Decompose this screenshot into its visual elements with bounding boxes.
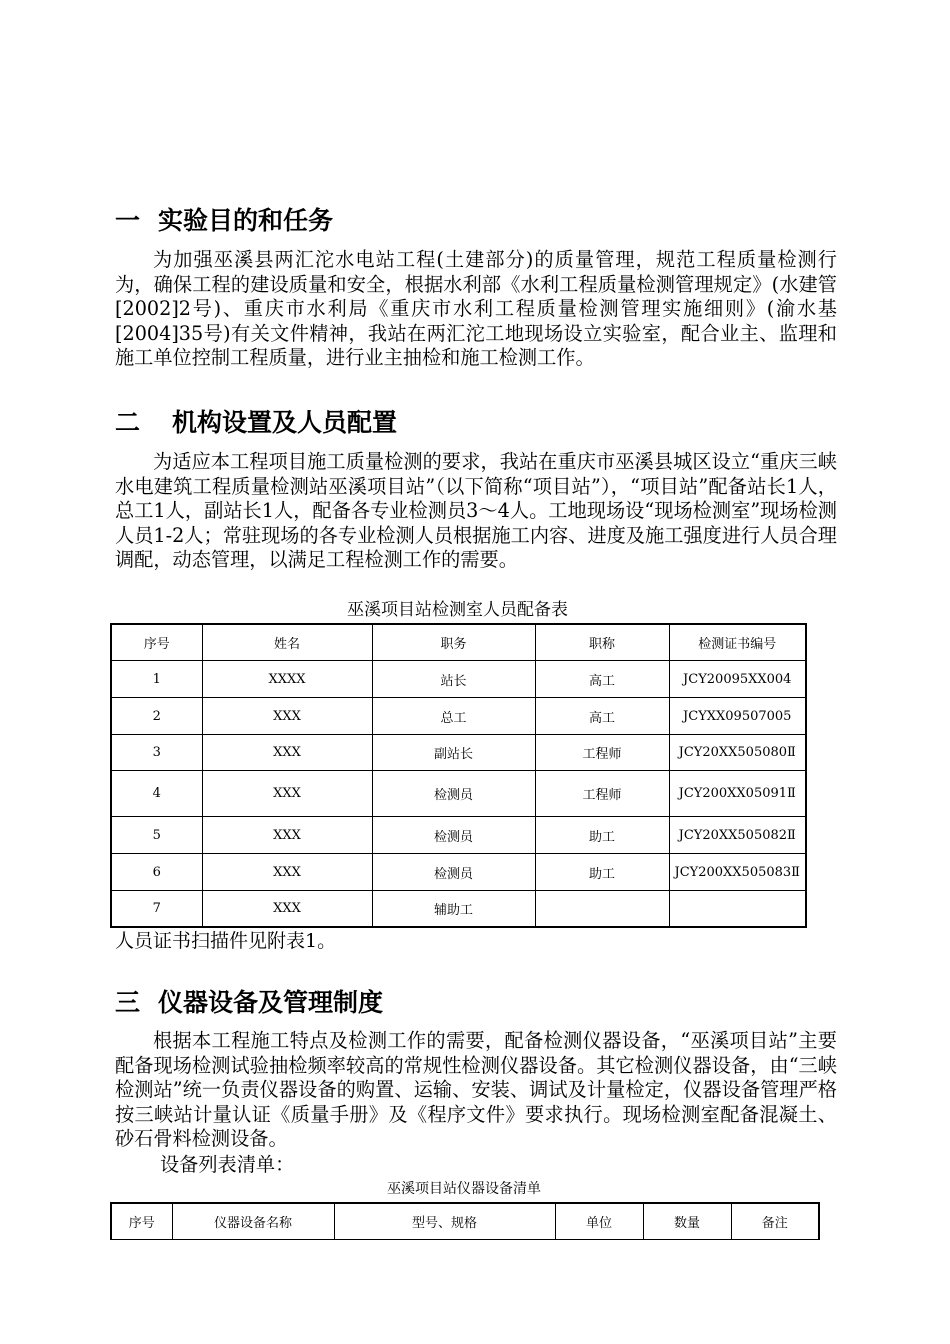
section3-number: 三 [115,988,141,1017]
table-cell: 7 [111,891,202,927]
section2-title: 机构设置及人员配置 [172,408,398,437]
section1-heading [115,206,333,236]
equipment-table-caption: 巫溪项目站仪器设备清单 [387,1181,541,1197]
table-cell: 副站长 [372,735,535,771]
table-header-cell: 检测证书编号 [669,624,806,661]
table-cell: JCY20XX505082Ⅱ [669,817,806,854]
table-cell: 4 [111,771,202,817]
section2-number: 二 [115,408,141,437]
table-cell: 站长 [372,661,535,698]
table-cell: 工程师 [535,771,669,817]
table-row [111,698,806,735]
table-header-cell: 职务 [372,624,535,661]
staff-table [110,623,807,928]
table-header-cell: 备注 [731,1203,819,1240]
table-row [111,891,806,927]
table-header-cell: 型号、规格 [334,1203,555,1240]
equipment-table [110,1202,820,1240]
table-header-cell: 数量 [643,1203,731,1240]
section3-paragraph: 根据本工程施工特点及检测工作的需要，配备检测仪器设备，“巫溪项目站”主要配备现场检测试验抽检频率较高的常规性检测仪器设备。其它检测仪器设备，由“三峡检测站”统一负责仪器设备的购置、运输、安装、调试及计量检定，仪器设备管理严格按三峡站计量认证《质量手册》及《程序文件》要求执行。现场检测室配备混凝土、砂石骨料检测设备。 [115,1029,837,1150]
table-cell: XXX [202,735,372,771]
section2-paragraph: 为适应本工程项目施工质量检测的要求，我站在重庆市巫溪县城区设立“重庆三峡水电建筑工程质量检测站巫溪项目站”（以下简称“项目站”），“项目站”配备站长1人，总工1人，副站长1人，配备各专业检测员3～4人。工地现场设“现场检测室”现场检测人员1-2人；常驻现场的各专业检测人员根据施工内容、进度及施工强度进行人员合理调配，动态管理，以满足工程检测工作的需要。 [115,450,837,571]
table-cell [535,891,669,927]
table-cell: 2 [111,698,202,735]
table-header-cell: 职称 [535,624,669,661]
table-cell: JCY20095XX004 [669,661,806,698]
table-cell: XXX [202,771,372,817]
staff-table-caption: 巫溪项目站检测室人员配备表 [347,600,568,620]
table-row [111,817,806,854]
table-cell: 助工 [535,854,669,891]
certificate-note: 人员证书扫描件见附表1。 [115,930,337,952]
table-row [111,854,806,891]
table-cell: 总工 [372,698,535,735]
section1-title: 实验目的和任务 [158,206,334,235]
table-cell: XXX [202,891,372,927]
table-header-row [111,1203,819,1240]
table-cell: 辅助工 [372,891,535,927]
table-cell: JCY200XX05091Ⅱ [669,771,806,817]
table-row [111,735,806,771]
table-cell: 助工 [535,817,669,854]
section2-heading [115,408,397,438]
table-cell: XXX [202,854,372,891]
table-header-cell: 仪器设备名称 [172,1203,334,1240]
table-cell: XXX [202,698,372,735]
table-cell: 3 [111,735,202,771]
table-header-row [111,624,806,661]
table-cell: 5 [111,817,202,854]
table-cell: XXX [202,817,372,854]
table-cell [669,891,806,927]
table-header-cell: 单位 [555,1203,643,1240]
table-cell: 高工 [535,698,669,735]
section3-heading [115,988,383,1018]
table-header-cell: 序号 [111,1203,172,1240]
table-cell: JCYXX09507005 [669,698,806,735]
table-header-cell: 姓名 [202,624,372,661]
table-cell: 检测员 [372,854,535,891]
table-cell: 高工 [535,661,669,698]
table-cell: XXXX [202,661,372,698]
section1-paragraph: 为加强巫溪县两汇沱水电站工程(土建部分)的质量管理，规范工程质量检测行为，确保工程的建设质量和安全，根据水利部《水利工程质量检测管理规定》(水建管[2002]2号)、重庆市水利局《重庆市水利工程质量检测管理实施细则》(渝水基[2004]35号)有关文件精神，我站在两汇沱工地现场设立实验室，配合业主、监理和施工单位控制工程质量，进行业主抽检和施工检测工作。 [115,248,837,369]
table-cell: JCY20XX505080Ⅱ [669,735,806,771]
table-header-cell: 序号 [111,624,202,661]
table-cell: 工程师 [535,735,669,771]
table-cell: 检测员 [372,817,535,854]
equipment-list-intro: 设备列表清单： [160,1153,295,1176]
section1-number: 一 [115,206,141,235]
table-row [111,661,806,698]
table-cell: 1 [111,661,202,698]
section3-title: 仪器设备及管理制度 [158,988,384,1017]
table-cell: 检测员 [372,771,535,817]
table-cell: 6 [111,854,202,891]
table-row [111,771,806,817]
table-cell: JCY200XX505083Ⅱ [669,854,806,891]
